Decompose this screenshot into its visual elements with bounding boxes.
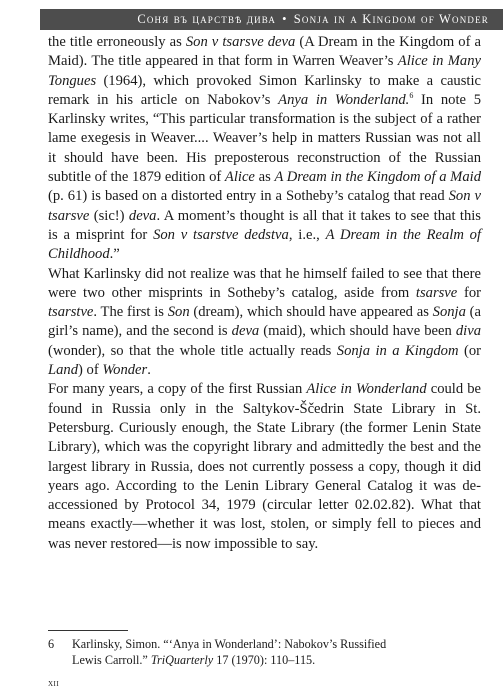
text-run: as (254, 169, 275, 186)
text-run: What Karlinsky did not realize was that he himself failed to see that there were two other misprints in Sotheby’s catalog, aside from (48, 265, 481, 301)
italic-text: Wonder (102, 362, 148, 379)
text-run: (1964), which provoked Simon Karlinsky to make a caustic remark in his article on Nabokov’s (48, 72, 481, 108)
text-run: . A moment’s thought is all that it takes to see that this is a misprint for (48, 207, 481, 243)
text-run: (or (458, 342, 481, 359)
text-run: ) of (78, 362, 103, 379)
italic-text: Son v tsarsve deva (185, 34, 296, 50)
text-run: (wonder), so that the whole title actually reads (48, 342, 337, 359)
italic-text: Alice (224, 169, 255, 186)
text-run: (maid), which should have been (259, 323, 456, 340)
text-run: .” (109, 246, 120, 263)
text-run: (dream), which should have appeared as (189, 304, 433, 321)
text-run: the title erroneously as (48, 34, 186, 50)
running-header (40, 9, 503, 30)
text-run: (p. 61) is based on a distorted entry in a Sotheby’s catalog that read (48, 188, 449, 205)
text-run: Lewis Carroll.” (72, 652, 151, 667)
italic-text: A Dream in the Realm of Childhood (48, 226, 482, 263)
text-run: could be found in Russia only in the Saltykov-Ščedrin State Library in St. Petersburg. Curiously enough, the State Library (the former Lenin State Library), which was the copyright library and admittedly the best and the largest library in Russia, does not currently possess a copy, though it did years ago. According to the Lenin Library General Catalog it was de-accessioned by Protocol 34, 1979 (circular letter 02.02.82). What that means exactly—whether it was lost, stolen, or simply fell to pieces and was never restored—is now impossible to say. (48, 381, 482, 552)
italic-text: tsarstve (48, 304, 94, 321)
text-run: (sic!) (89, 207, 129, 224)
page-number: xii (48, 678, 60, 689)
text-run: . (147, 362, 151, 379)
italic-text: Son v tsarsve (48, 188, 481, 224)
italic-text: Son v tsarstve dedstva (153, 226, 289, 243)
footnote-reference: 6 (409, 91, 414, 101)
italic-text: deva (128, 207, 157, 224)
italic-text: deva (231, 323, 260, 340)
italic-text: A Dream in the Kingdom of a Maid (274, 169, 481, 186)
italic-text: diva (455, 323, 481, 340)
italic-text: tsarsve (415, 284, 458, 301)
header-english-title: Sonja in a Kingdom of Wonder (293, 12, 489, 26)
footnote-number: 6 (48, 637, 55, 651)
text-run: Karlinsky, Simon. “‘Anya in Wonderland’: Nabokov’s Russified (72, 637, 387, 651)
paragraph (48, 33, 481, 265)
italic-text: Sonja in a Kingdom (336, 342, 459, 359)
text-run: . The first is (93, 304, 168, 321)
footnote-line-1 (72, 637, 386, 651)
italic-text: TriQuarterly (150, 652, 214, 667)
text-run: For many years, a copy of the first Russian (48, 381, 307, 398)
header-separator: • (282, 12, 288, 26)
paragraph (48, 265, 481, 381)
paragraph (48, 380, 481, 554)
footnote-rule (48, 630, 128, 631)
italic-text: Sonja (432, 304, 466, 321)
header-russian-title: Соня въ царствѣ дива (137, 12, 277, 26)
body-text (48, 33, 481, 554)
text-run: 17 (1970): 110–115. (213, 652, 316, 667)
footnote (48, 637, 481, 668)
text-run: (A Dream in the Kingdom of a Maid). The title appeared in that form in Warren Weaver’s (48, 34, 481, 70)
italic-text: Alice in Wonderland (306, 381, 427, 398)
italic-text: Son (167, 304, 190, 321)
italic-text: Anya in Wonderland. (278, 91, 410, 108)
text-run: for (457, 284, 481, 301)
italic-text: Alice in Many Tongues (48, 53, 481, 89)
text-run: In note 5 Karlinsky writes, “This particular transformation is the subject of a rather lame exegesis in Weaver.... Weaver’s help in matters Russian was not all it should have been. His preposterous reconstruction of the Russian subtitle of the 1879 edition of (48, 91, 482, 186)
italic-text: Land (48, 362, 79, 379)
footnote-line-2 (48, 653, 481, 669)
text-run: , i.e., (288, 226, 326, 243)
text-run: (a girl’s name), and the second is (48, 304, 481, 340)
